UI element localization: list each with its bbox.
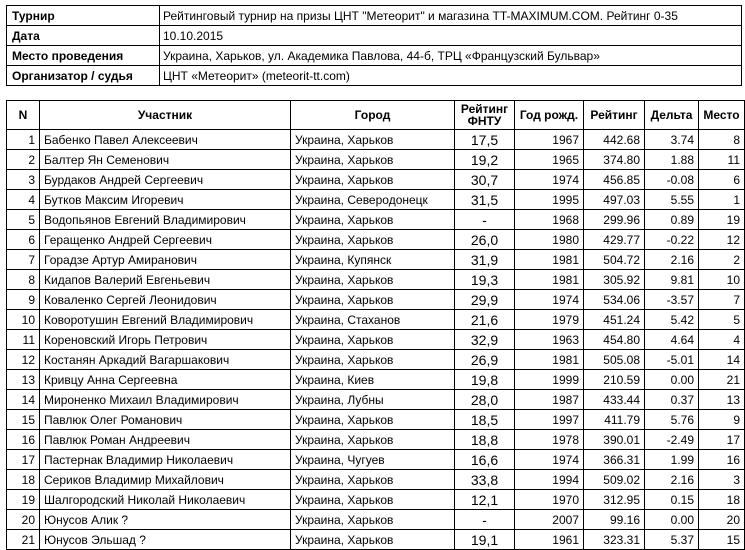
- cell-delta: 0.00: [645, 370, 699, 390]
- cell-place: 7: [699, 290, 745, 310]
- info-row-date: [7, 26, 742, 46]
- cell-fntu-rating: 31,5: [455, 190, 515, 210]
- table-row: [7, 390, 745, 410]
- cell-place: 10: [699, 270, 745, 290]
- cell-rating: 366.31: [584, 450, 645, 470]
- results-header-row: [7, 101, 745, 130]
- table-row: [7, 490, 745, 510]
- cell-rating: 429.77: [584, 230, 645, 250]
- table-row: [7, 410, 745, 430]
- table-row: [7, 510, 745, 530]
- cell-delta: 0.15: [645, 490, 699, 510]
- cell-birth-year: 1994: [515, 470, 584, 490]
- cell-fntu-rating: 33,8: [455, 470, 515, 490]
- table-row: [7, 170, 745, 190]
- cell-n: 12: [7, 350, 40, 370]
- cell-n: 19: [7, 490, 40, 510]
- cell-participant: Коворотушин Евгений Владимирович: [40, 310, 291, 330]
- cell-city: Украина, Харьков: [291, 150, 455, 170]
- cell-place: 17: [699, 430, 745, 450]
- table-row: [7, 350, 745, 370]
- cell-city: Украина, Харьков: [291, 270, 455, 290]
- cell-place: 21: [699, 370, 745, 390]
- cell-city: Украина, Харьков: [291, 490, 455, 510]
- cell-place: 12: [699, 230, 745, 250]
- cell-fntu-rating: -: [455, 210, 515, 230]
- cell-n: 4: [7, 190, 40, 210]
- cell-n: 16: [7, 430, 40, 450]
- tournament-value: Рейтинговый турнир на призы ЦНТ "Метеорит" и магазина TT-MAXIMUM.COM. Рейтинг 0-35: [160, 6, 742, 26]
- cell-n: 7: [7, 250, 40, 270]
- cell-participant: Мироненко Михаил Владимирович: [40, 390, 291, 410]
- cell-place: 13: [699, 390, 745, 410]
- cell-delta: 0.00: [645, 510, 699, 530]
- header-rating: Рейтинг: [584, 101, 645, 130]
- cell-n: 18: [7, 470, 40, 490]
- cell-place: 20: [699, 510, 745, 530]
- cell-rating: 534.06: [584, 290, 645, 310]
- cell-fntu-rating: 18,8: [455, 430, 515, 450]
- table-row: [7, 270, 745, 290]
- cell-fntu-rating: 16,6: [455, 450, 515, 470]
- cell-fntu-rating: 29,9: [455, 290, 515, 310]
- cell-n: 21: [7, 530, 40, 550]
- cell-birth-year: 1981: [515, 250, 584, 270]
- cell-participant: Бурдаков Андрей Сергеевич: [40, 170, 291, 190]
- table-row: [7, 150, 745, 170]
- header-city: Город: [291, 101, 455, 130]
- cell-delta: 9.81: [645, 270, 699, 290]
- header-delta: Дельта: [645, 101, 699, 130]
- cell-n: 6: [7, 230, 40, 250]
- cell-rating: 497.03: [584, 190, 645, 210]
- cell-birth-year: 1981: [515, 270, 584, 290]
- organizer-value: ЦНТ «Метеорит» (meteorit-tt.com): [160, 66, 742, 86]
- table-row: [7, 330, 745, 350]
- table-row: [7, 470, 745, 490]
- cell-place: 3: [699, 470, 745, 490]
- cell-delta: -0.22: [645, 230, 699, 250]
- table-row: [7, 450, 745, 470]
- table-row: [7, 370, 745, 390]
- cell-delta: 1.88: [645, 150, 699, 170]
- cell-city: Украина, Харьков: [291, 130, 455, 150]
- cell-place: 14: [699, 350, 745, 370]
- cell-delta: 0.89: [645, 210, 699, 230]
- cell-rating: 442.68: [584, 130, 645, 150]
- cell-delta: 2.16: [645, 250, 699, 270]
- header-participant: Участник: [40, 101, 291, 130]
- cell-fntu-rating: 19,3: [455, 270, 515, 290]
- cell-birth-year: 1974: [515, 290, 584, 310]
- cell-birth-year: 1981: [515, 350, 584, 370]
- cell-participant: Павлюк Роман Андреевич: [40, 430, 291, 450]
- cell-delta: -2.49: [645, 430, 699, 450]
- cell-place: 19: [699, 210, 745, 230]
- results-body: [7, 130, 745, 550]
- cell-rating: 504.72: [584, 250, 645, 270]
- cell-place: 11: [699, 150, 745, 170]
- cell-fntu-rating: 21,6: [455, 310, 515, 330]
- cell-n: 15: [7, 410, 40, 430]
- cell-place: 18: [699, 490, 745, 510]
- cell-n: 3: [7, 170, 40, 190]
- header-birth-year: Год рожд.: [515, 101, 584, 130]
- info-row-tournament: [7, 6, 742, 26]
- cell-birth-year: 1997: [515, 410, 584, 430]
- cell-n: 20: [7, 510, 40, 530]
- cell-n: 11: [7, 330, 40, 350]
- cell-rating: 299.96: [584, 210, 645, 230]
- cell-city: Украина, Стаханов: [291, 310, 455, 330]
- cell-rating: 374.80: [584, 150, 645, 170]
- cell-delta: 5.42: [645, 310, 699, 330]
- cell-rating: 99.16: [584, 510, 645, 530]
- cell-delta: -0.08: [645, 170, 699, 190]
- cell-n: 9: [7, 290, 40, 310]
- cell-participant: Бутков Максим Игоревич: [40, 190, 291, 210]
- cell-city: Украина, Харьков: [291, 470, 455, 490]
- cell-place: 8: [699, 130, 745, 150]
- results-table: [6, 100, 745, 550]
- cell-fntu-rating: 18,5: [455, 410, 515, 430]
- cell-n: 8: [7, 270, 40, 290]
- cell-birth-year: 1979: [515, 310, 584, 330]
- cell-city: Украина, Харьков: [291, 330, 455, 350]
- date-value: 10.10.2015: [160, 26, 742, 46]
- cell-city: Украина, Харьков: [291, 230, 455, 250]
- info-row-organizer: [7, 66, 742, 86]
- cell-fntu-rating: 26,0: [455, 230, 515, 250]
- organizer-label: Организатор / судья: [7, 66, 160, 86]
- cell-place: 9: [699, 410, 745, 430]
- cell-city: Украина, Харьков: [291, 410, 455, 430]
- cell-fntu-rating: 28,0: [455, 390, 515, 410]
- cell-delta: 5.37: [645, 530, 699, 550]
- cell-fntu-rating: 31,9: [455, 250, 515, 270]
- cell-birth-year: 1974: [515, 450, 584, 470]
- cell-birth-year: 1995: [515, 190, 584, 210]
- table-row: [7, 230, 745, 250]
- cell-city: Украина, Чугуев: [291, 450, 455, 470]
- table-row: [7, 210, 745, 230]
- cell-fntu-rating: 32,9: [455, 330, 515, 350]
- cell-rating: 505.08: [584, 350, 645, 370]
- cell-rating: 454.80: [584, 330, 645, 350]
- cell-participant: Бабенко Павел Алексеевич: [40, 130, 291, 150]
- cell-n: 13: [7, 370, 40, 390]
- cell-city: Украина, Купянск: [291, 250, 455, 270]
- table-row: [7, 190, 745, 210]
- table-row: [7, 310, 745, 330]
- cell-fntu-rating: 17,5: [455, 130, 515, 150]
- cell-participant: Костанян Аркадий Вагаршакович: [40, 350, 291, 370]
- cell-place: 2: [699, 250, 745, 270]
- cell-rating: 433.44: [584, 390, 645, 410]
- cell-city: Украина, Лубны: [291, 390, 455, 410]
- header-n: N: [7, 101, 40, 130]
- cell-fntu-rating: -: [455, 510, 515, 530]
- cell-city: Украина, Харьков: [291, 430, 455, 450]
- tournament-label: Турнир: [7, 6, 160, 26]
- cell-participant: Кривцу Анна Сергеевна: [40, 370, 291, 390]
- cell-participant: Геращенко Андрей Сергеевич: [40, 230, 291, 250]
- cell-fntu-rating: 19,2: [455, 150, 515, 170]
- cell-delta: 1.99: [645, 450, 699, 470]
- cell-birth-year: 1968: [515, 210, 584, 230]
- cell-fntu-rating: 19,1: [455, 530, 515, 550]
- cell-participant: Водопьянов Евгений Владимирович: [40, 210, 291, 230]
- cell-birth-year: 2007: [515, 510, 584, 530]
- cell-n: 1: [7, 130, 40, 150]
- cell-rating: 210.59: [584, 370, 645, 390]
- table-row: [7, 130, 745, 150]
- cell-n: 2: [7, 150, 40, 170]
- cell-participant: Балтер Ян Семенович: [40, 150, 291, 170]
- cell-delta: 3.74: [645, 130, 699, 150]
- cell-rating: 305.92: [584, 270, 645, 290]
- table-row: [7, 250, 745, 270]
- cell-participant: Сериков Владимир Михайлович: [40, 470, 291, 490]
- cell-delta: -5.01: [645, 350, 699, 370]
- cell-participant: Кореновский Игорь Петрович: [40, 330, 291, 350]
- cell-participant: Юнусов Эльшад ?: [40, 530, 291, 550]
- cell-birth-year: 1965: [515, 150, 584, 170]
- cell-delta: -3.57: [645, 290, 699, 310]
- info-row-venue: [7, 46, 742, 66]
- cell-birth-year: 1961: [515, 530, 584, 550]
- cell-rating: 390.01: [584, 430, 645, 450]
- cell-rating: 411.79: [584, 410, 645, 430]
- cell-rating: 456.85: [584, 170, 645, 190]
- table-row: [7, 290, 745, 310]
- cell-participant: Павлюк Олег Романович: [40, 410, 291, 430]
- cell-n: 5: [7, 210, 40, 230]
- cell-rating: 323.31: [584, 530, 645, 550]
- cell-place: 5: [699, 310, 745, 330]
- cell-participant: Горадзе Артур Амиранович: [40, 250, 291, 270]
- cell-city: Украина, Харьков: [291, 290, 455, 310]
- cell-city: Украина, Северодонецк: [291, 190, 455, 210]
- cell-city: Украина, Харьков: [291, 510, 455, 530]
- cell-place: 16: [699, 450, 745, 470]
- cell-delta: 5.55: [645, 190, 699, 210]
- header-place: Место: [699, 101, 745, 130]
- cell-place: 6: [699, 170, 745, 190]
- cell-birth-year: 1980: [515, 230, 584, 250]
- venue-value: Украина, Харьков, ул. Академика Павлова, 44-б, ТРЦ «Французский Бульвар»: [160, 46, 742, 66]
- venue-label: Место проведения: [7, 46, 160, 66]
- cell-fntu-rating: 26,9: [455, 350, 515, 370]
- cell-birth-year: 1970: [515, 490, 584, 510]
- cell-delta: 2.16: [645, 470, 699, 490]
- cell-n: 10: [7, 310, 40, 330]
- tournament-info-table: [6, 5, 742, 86]
- cell-city: Украина, Харьков: [291, 210, 455, 230]
- cell-fntu-rating: 30,7: [455, 170, 515, 190]
- cell-city: Украина, Харьков: [291, 530, 455, 550]
- cell-birth-year: 1963: [515, 330, 584, 350]
- cell-delta: 4.64: [645, 330, 699, 350]
- cell-participant: Шалгородский Николай Николаевич: [40, 490, 291, 510]
- cell-birth-year: 1967: [515, 130, 584, 150]
- cell-city: Украина, Киев: [291, 370, 455, 390]
- cell-place: 15: [699, 530, 745, 550]
- cell-rating: 509.02: [584, 470, 645, 490]
- cell-participant: Коваленко Сергей Леонидович: [40, 290, 291, 310]
- cell-participant: Кидапов Валерий Евгеньевич: [40, 270, 291, 290]
- cell-birth-year: 1978: [515, 430, 584, 450]
- cell-n: 17: [7, 450, 40, 470]
- cell-fntu-rating: 19,8: [455, 370, 515, 390]
- cell-participant: Пастернак Владимир Николаевич: [40, 450, 291, 470]
- table-row: [7, 530, 745, 550]
- cell-delta: 0.37: [645, 390, 699, 410]
- header-fntu-rating: Рейтинг ФНТУ: [455, 101, 515, 130]
- cell-city: Украина, Харьков: [291, 350, 455, 370]
- table-row: [7, 430, 745, 450]
- cell-birth-year: 1987: [515, 390, 584, 410]
- cell-rating: 451.24: [584, 310, 645, 330]
- cell-fntu-rating: 12,1: [455, 490, 515, 510]
- cell-participant: Юнусов Алик ?: [40, 510, 291, 530]
- cell-place: 1: [699, 190, 745, 210]
- cell-delta: 5.76: [645, 410, 699, 430]
- cell-birth-year: 1974: [515, 170, 584, 190]
- cell-rating: 312.95: [584, 490, 645, 510]
- cell-city: Украина, Харьков: [291, 170, 455, 190]
- date-label: Дата: [7, 26, 160, 46]
- cell-place: 4: [699, 330, 745, 350]
- cell-birth-year: 1999: [515, 370, 584, 390]
- cell-n: 14: [7, 390, 40, 410]
